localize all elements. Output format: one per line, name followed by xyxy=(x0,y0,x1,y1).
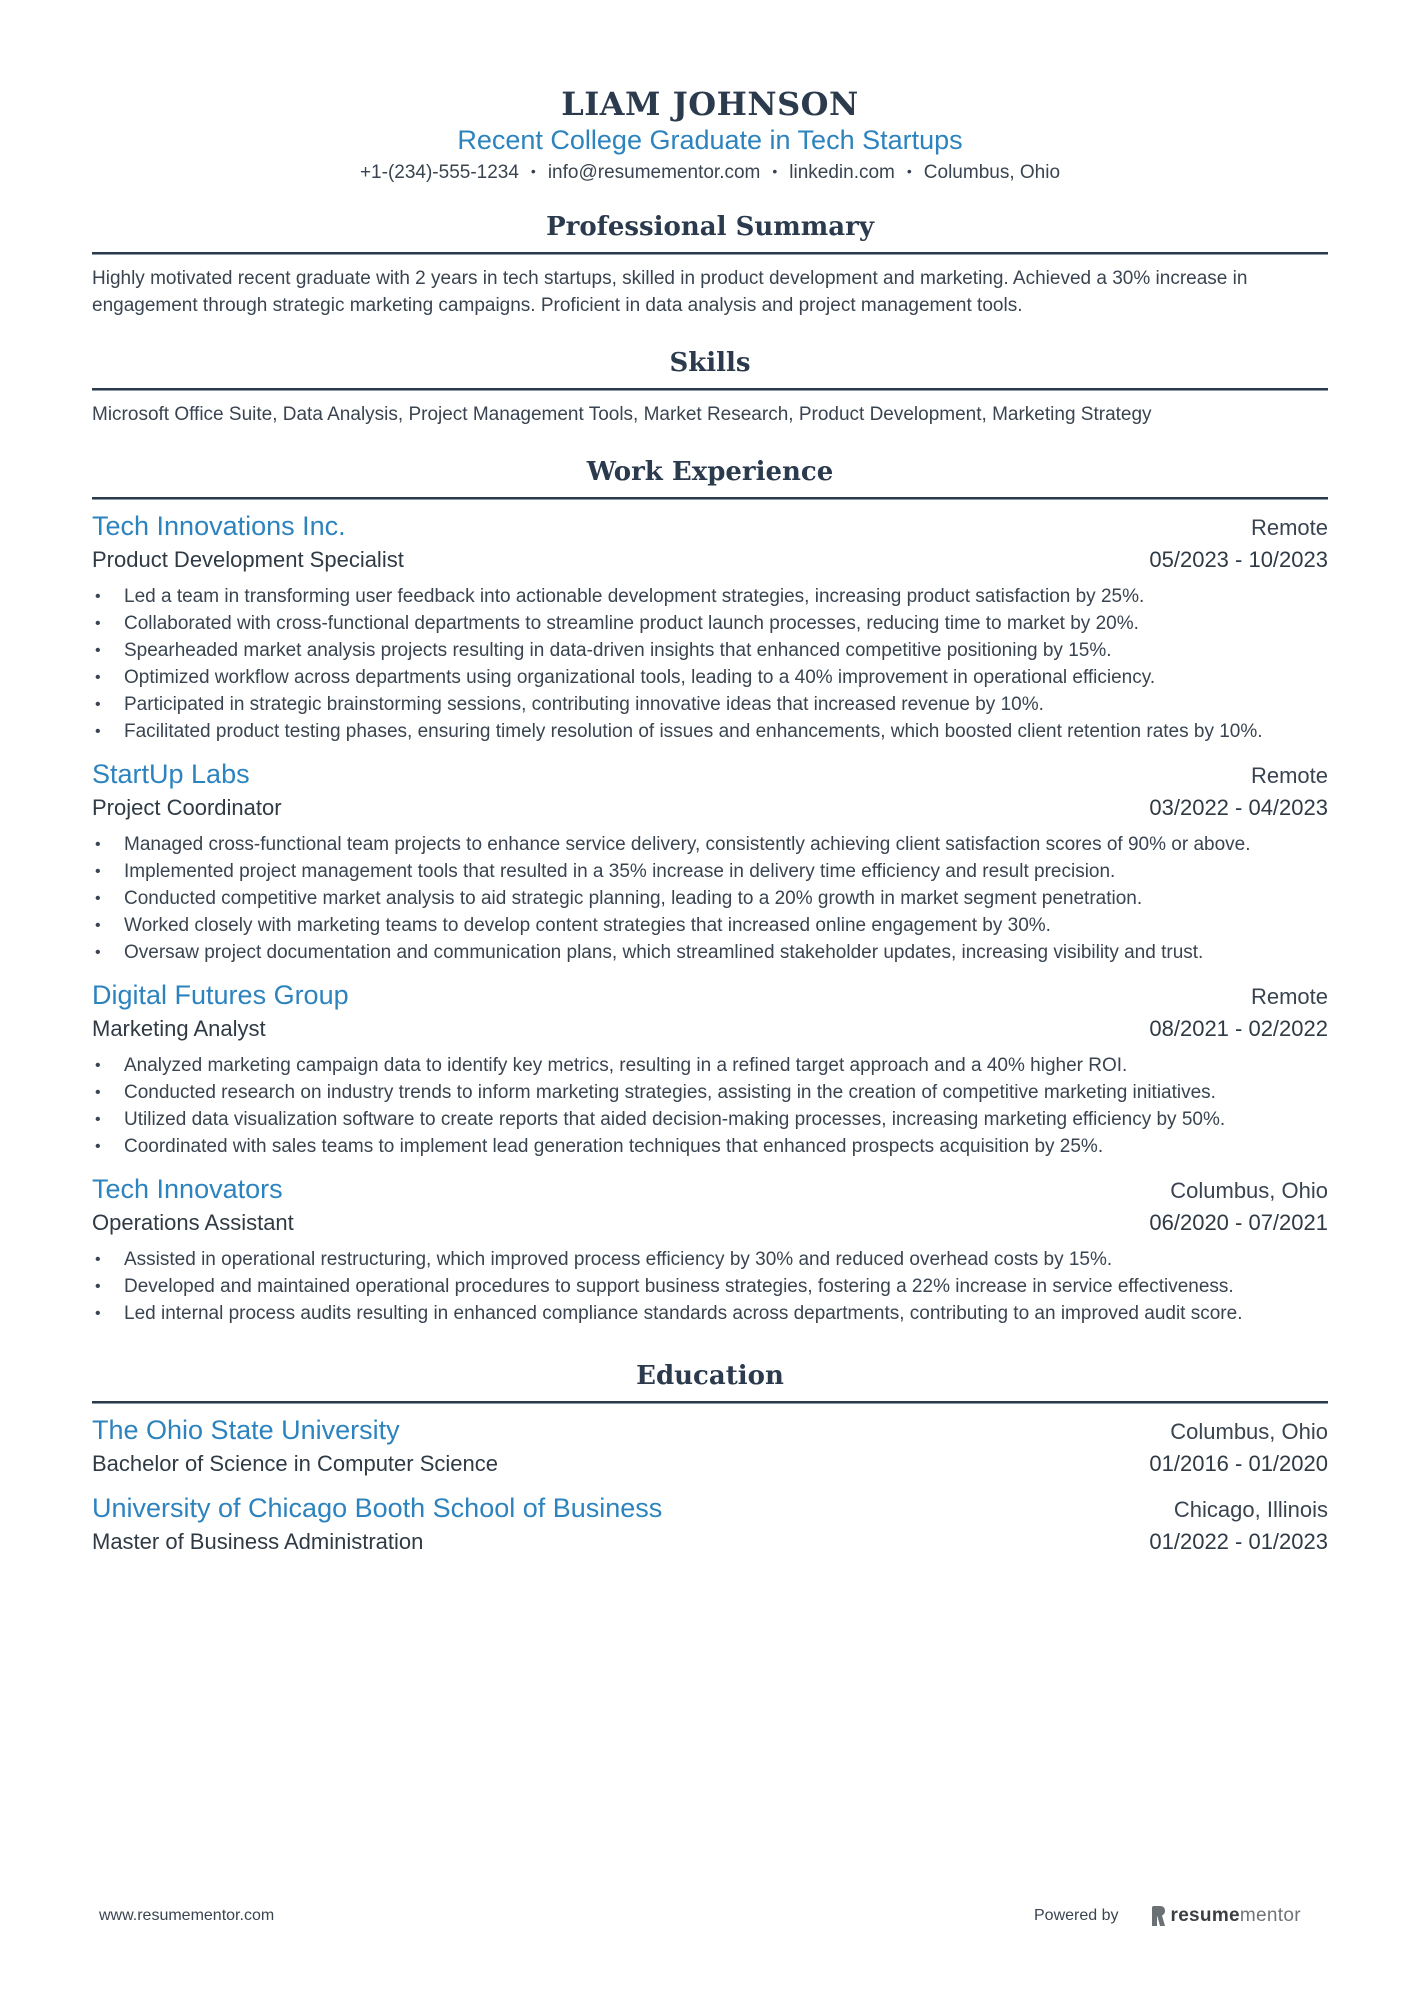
bullet-text: Participated in strategic brainstorming sessions, contributing innovative ideas that increased revenue by 10%. xyxy=(124,694,1044,715)
education-section xyxy=(92,1359,1328,1557)
separator-dot: • xyxy=(772,163,778,179)
job-role-row xyxy=(92,793,1328,823)
school-name: University of Chicago Booth School of Business xyxy=(92,1493,663,1523)
job-header-row xyxy=(92,757,1328,793)
skills-section xyxy=(92,346,1328,428)
bullet-dot: • xyxy=(95,1251,101,1268)
resumementor-logo-icon xyxy=(1151,1906,1166,1926)
bullet-dot: • xyxy=(95,615,101,632)
bullet-dot: • xyxy=(95,836,101,853)
bullet-dot: • xyxy=(95,1111,101,1128)
job-location: Remote xyxy=(1250,515,1328,540)
skills-text: Microsoft Office Suite, Data Analysis, Project Management Tools, Market Research, Product Development, Marketing Strategy xyxy=(92,404,1152,425)
logo-text-bold: resume xyxy=(1170,1905,1240,1926)
bullet-dot: • xyxy=(95,1138,101,1155)
job-bullets xyxy=(92,583,1328,745)
bullet-text: Collaborated with cross-functional departments to streamline product launch processes, reducing time to market by 20%. xyxy=(124,613,1139,634)
bullet-text: Managed cross-functional team projects to enhance service delivery, consistently achieving client satisfaction scores of 90% or above. xyxy=(124,834,1251,855)
bullet-dot: • xyxy=(95,917,101,934)
job-company: Tech Innovations Inc. xyxy=(92,511,346,541)
job-dates: 03/2022 - 04/2023 xyxy=(1149,795,1328,820)
job-bullet xyxy=(92,1106,1328,1133)
job-dates: 08/2021 - 02/2022 xyxy=(1149,1016,1328,1041)
job-dates: 05/2023 - 10/2023 xyxy=(1149,547,1328,572)
candidate-headline: Recent College Graduate in Tech Startups xyxy=(457,125,963,155)
job-bullet xyxy=(92,1079,1328,1106)
job-role: Marketing Analyst xyxy=(92,1016,266,1041)
job-entry xyxy=(92,978,1328,1160)
job-role-row xyxy=(92,1014,1328,1044)
school-list xyxy=(92,1413,1328,1557)
bullet-dot: • xyxy=(95,723,101,740)
bullet-dot: • xyxy=(95,890,101,907)
job-company: Tech Innovators xyxy=(92,1174,283,1204)
job-header-row xyxy=(92,509,1328,545)
bullet-dot: • xyxy=(95,863,101,880)
bullet-text: Led a team in transforming user feedback into actionable development strategies, increasing product satisfaction by 25%. xyxy=(124,586,1145,607)
job-bullet xyxy=(92,637,1328,664)
section-title-experience: Work Experience xyxy=(92,455,1328,499)
education-entry xyxy=(92,1413,1328,1479)
footer-branding xyxy=(1034,1905,1301,1927)
job-company: StartUp Labs xyxy=(92,759,250,789)
job-role: Operations Assistant xyxy=(92,1210,294,1235)
job-location: Remote xyxy=(1250,984,1328,1009)
job-bullet xyxy=(92,1273,1328,1300)
footer-website[interactable]: www.resumementor.com xyxy=(99,1907,275,1924)
section-title-education: Education xyxy=(92,1359,1328,1403)
bullet-text: Implemented project management tools that resulted in a 35% increase in delivery time efficiency and result precision. xyxy=(124,861,1116,882)
bullet-dot: • xyxy=(95,588,101,605)
resume-header xyxy=(92,0,1328,188)
school-degree-row xyxy=(92,1527,1328,1557)
bullet-dot: • xyxy=(95,1278,101,1295)
job-bullet xyxy=(92,912,1328,939)
job-entry xyxy=(92,509,1328,745)
experience-section xyxy=(92,455,1328,1327)
education-entry xyxy=(92,1491,1328,1557)
job-entry xyxy=(92,1172,1328,1327)
school-dates: 01/2016 - 01/2020 xyxy=(1149,1451,1328,1476)
bullet-text: Oversaw project documentation and communication plans, which streamlined stakeholder updates, increasing visibility and trust. xyxy=(124,942,1204,963)
school-dates: 01/2022 - 01/2023 xyxy=(1149,1529,1328,1554)
job-bullet xyxy=(92,610,1328,637)
bullet-dot: • xyxy=(95,696,101,713)
school-degree: Master of Business Administration xyxy=(92,1529,424,1554)
job-bullet xyxy=(92,831,1328,858)
bullet-text: Coordinated with sales teams to implement lead generation techniques that enhanced prospects acquisition by 25%. xyxy=(124,1136,1104,1157)
resumementor-logo[interactable] xyxy=(1151,1905,1301,1927)
bullet-dot: • xyxy=(95,1057,101,1074)
summary-section xyxy=(92,210,1328,319)
job-bullet xyxy=(92,1133,1328,1160)
job-bullet xyxy=(92,939,1328,966)
resume-page xyxy=(92,0,1328,1557)
contact-location: Columbus, Ohio xyxy=(923,162,1061,183)
bullet-dot: • xyxy=(95,669,101,686)
job-bullet xyxy=(92,1246,1328,1273)
bullet-text: Spearheaded market analysis projects resulting in data-driven insights that enhanced competitive positioning by 15%. xyxy=(124,640,1112,661)
contact-phone: +1-(234)-555-1234 xyxy=(359,162,519,183)
job-bullets xyxy=(92,1246,1328,1327)
bullet-text: Led internal process audits resulting in enhanced compliance standards across departments, contributing to an improved audit score. xyxy=(124,1303,1243,1324)
bullet-text: Facilitated product testing phases, ensuring timely resolution of issues and enhancements, which boosted client retention rates by 10%. xyxy=(124,721,1263,742)
job-bullet xyxy=(92,858,1328,885)
bullet-dot: • xyxy=(95,1305,101,1322)
job-bullet xyxy=(92,1052,1328,1079)
job-list xyxy=(92,509,1328,1327)
school-header-row xyxy=(92,1413,1328,1449)
contact-linkedin[interactable]: linkedin.com xyxy=(789,162,895,183)
job-role-row xyxy=(92,545,1328,575)
contact-line xyxy=(92,156,1328,188)
school-location: Columbus, Ohio xyxy=(1170,1419,1328,1444)
bullet-text: Utilized data visualization software to create reports that aided decision-making processes, increasing marketing efficiency by 50%. xyxy=(124,1109,1226,1130)
job-header-row xyxy=(92,978,1328,1014)
job-location: Remote xyxy=(1250,763,1328,788)
job-role: Project Coordinator xyxy=(92,795,282,820)
section-title-skills: Skills xyxy=(92,346,1328,390)
school-header-row xyxy=(92,1491,1328,1527)
job-header-row xyxy=(92,1172,1328,1208)
job-role-row xyxy=(92,1208,1328,1238)
job-bullet xyxy=(92,718,1328,745)
school-name: The Ohio State University xyxy=(92,1415,400,1445)
separator-dot: • xyxy=(906,163,912,179)
contact-email[interactable]: info@resumementor.com xyxy=(547,162,761,183)
job-bullet xyxy=(92,885,1328,912)
job-bullet xyxy=(92,664,1328,691)
powered-by-label: Powered by xyxy=(1034,1907,1119,1924)
job-location: Columbus, Ohio xyxy=(1170,1178,1328,1203)
bullet-text: Analyzed marketing campaign data to identify key metrics, resulting in a refined target approach and a 40% higher ROI. xyxy=(124,1055,1128,1076)
bullet-text: Conducted research on industry trends to inform marketing strategies, assisting in the creation of competitive marketing initiatives. xyxy=(124,1082,1216,1103)
bullet-dot: • xyxy=(95,944,101,961)
job-bullets xyxy=(92,1052,1328,1160)
job-bullets xyxy=(92,831,1328,966)
school-location: Chicago, Illinois xyxy=(1173,1497,1328,1522)
separator-dot: • xyxy=(530,163,536,179)
summary-text: Highly motivated recent graduate with 2 years in tech startups, skilled in product development and marketing. Achieved a 30% increase in engagement through strategic marketing campaigns. Proficient in data analysis and project management tools. xyxy=(92,268,1248,316)
job-bullet xyxy=(92,691,1328,718)
bullet-text: Developed and maintained operational procedures to support business strategies, fostering a 22% increase in service effectiveness. xyxy=(124,1276,1234,1297)
bullet-dot: • xyxy=(95,642,101,659)
school-degree: Bachelor of Science in Computer Science xyxy=(92,1451,498,1476)
job-bullet xyxy=(92,583,1328,610)
candidate-name: LIAM JOHNSON xyxy=(561,85,859,123)
bullet-text: Assisted in operational restructuring, which improved process efficiency by 30% and reduced overhead costs by 15%. xyxy=(124,1249,1113,1270)
job-company: Digital Futures Group xyxy=(92,980,349,1010)
job-entry xyxy=(92,757,1328,966)
section-title-summary: Professional Summary xyxy=(92,210,1328,254)
job-dates: 06/2020 - 07/2021 xyxy=(1149,1210,1328,1235)
bullet-text: Optimized workflow across departments using organizational tools, leading to a 40% improvement in operational efficiency. xyxy=(124,667,1156,688)
logo-text-light: mentor xyxy=(1239,1905,1301,1926)
bullet-text: Conducted competitive market analysis to aid strategic planning, leading to a 20% growth in market segment penetration. xyxy=(124,888,1143,909)
job-role: Product Development Specialist xyxy=(92,547,404,572)
school-degree-row xyxy=(92,1449,1328,1479)
bullet-dot: • xyxy=(95,1084,101,1101)
bullet-text: Worked closely with marketing teams to develop content strategies that increased online engagement by 30%. xyxy=(124,915,1051,936)
job-bullet xyxy=(92,1300,1328,1327)
